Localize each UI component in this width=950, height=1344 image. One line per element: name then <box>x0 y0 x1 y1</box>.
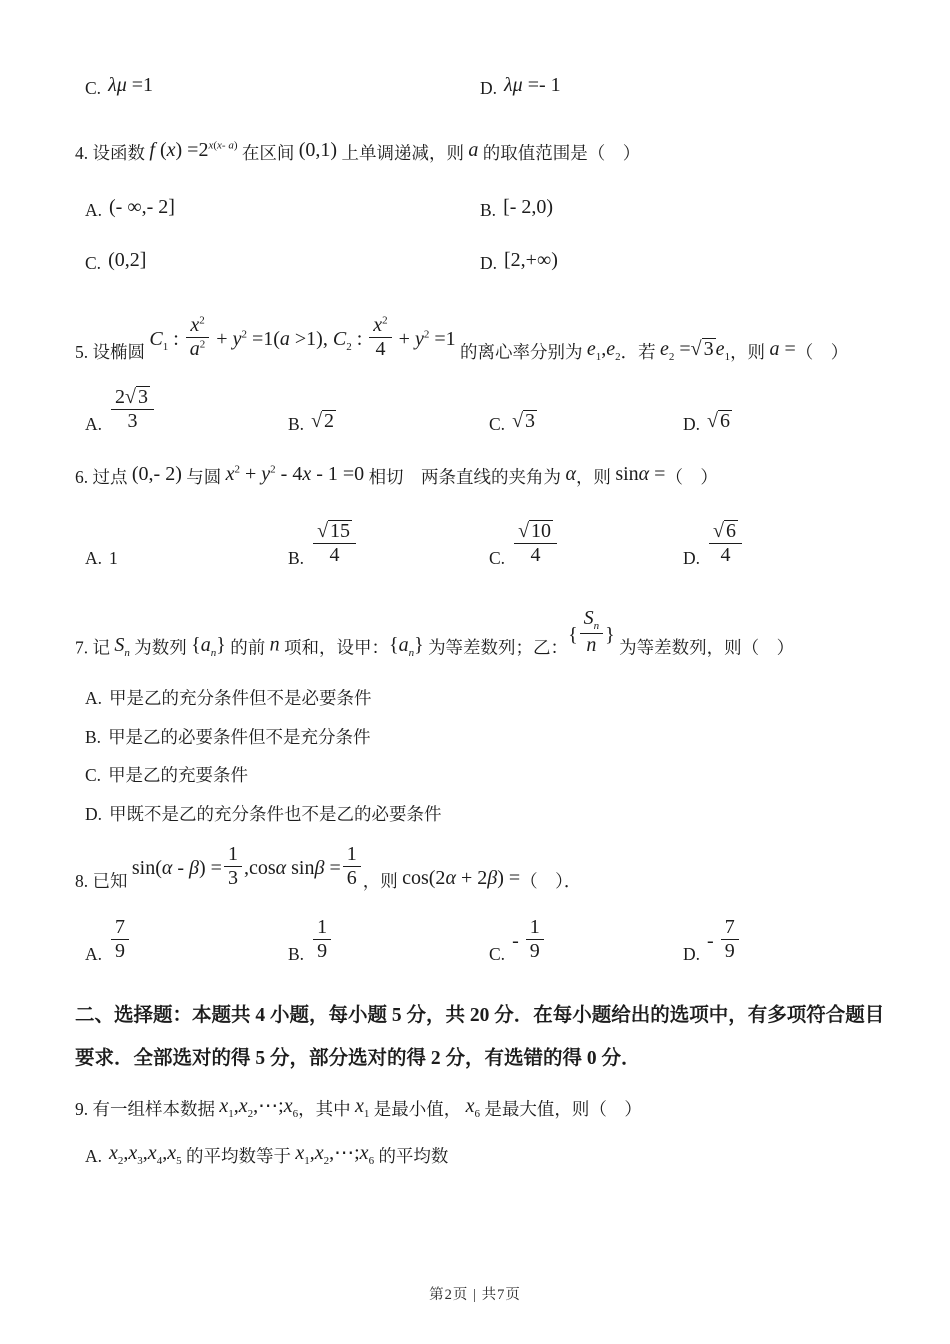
question-9-stem: 9. 有一组样本数据 $x_1,x_2,\cdots;x_6$，其中 $x_1$ 是最小值， $x_6$ 是最大值，则（ ） <box>75 1094 642 1120</box>
option-value: [- 2,0) <box>503 196 554 219</box>
option-value: 1 <box>109 548 118 568</box>
option-value: √ 6 <box>707 409 730 432</box>
option-label: B. <box>288 413 305 434</box>
question-5-stem: 5. 设椭圆 $C_1$ : $\frac{x^2}{a^2}$ + $y^2 =1(a >1)$, $C_2$ : $\frac{x^2}{4}$ + $y^2 =1$ 的离心率分别为 $e_1,e_2$．若 $e_2$ =√ 3 $e_1$，则 a =（ ） <box>75 314 849 364</box>
option-6-D <box>683 520 895 569</box>
page-footer: 第2页 | 共7页 <box>429 1287 521 1303</box>
option-5-A <box>85 386 288 435</box>
question-6-stem: 6. 过点 (0,- 2) 与圆 $x^2 + y^2 - 4x - 1 =0$ 相切 两条直线的夹角为 α，则 sinα =（ ） <box>75 462 718 487</box>
option-value: $\frac{√ 6}{4}$ <box>707 548 744 568</box>
option-value: λμ =1 <box>108 74 154 96</box>
question-6-options-row <box>85 520 895 569</box>
option-label: C. <box>489 413 506 434</box>
option-value: 甲既不是乙的充分条件也不是乙的必要条件 <box>109 804 442 825</box>
question-4-options-row-1 <box>85 196 895 221</box>
option-value: $\frac{2√ 3}{3}$ <box>109 414 156 434</box>
option-label: A. <box>85 200 103 221</box>
option-label: A. <box>85 1146 103 1167</box>
question-7-stem: 7. 记 $S_n$ 为数列 $\{a_n\}$ 的前 n 项和，设甲：$\{a_n\}$ 为等差数列；乙：{ $\frac{S_n}{n}$ } 为等差数列，则（ ） <box>75 607 795 659</box>
option-label: A. <box>85 548 103 568</box>
option-7-C <box>85 764 895 788</box>
option-6-B <box>288 520 489 569</box>
option-value: 甲是乙的必要条件但不是充分条件 <box>108 726 371 747</box>
option-label: A. <box>85 413 103 434</box>
option-value: $\frac{1}{9}$ <box>311 944 333 964</box>
option-label: D. <box>683 413 701 434</box>
option-5-B <box>288 410 489 435</box>
option-value: - $\frac{1}{9}$ <box>512 944 546 964</box>
option-label: B. <box>480 200 497 221</box>
option-label: D. <box>683 548 701 568</box>
option-value: $x_2,x_3,x_4,x_5$ 的平均数等于 $x_1,x_2,\cdots;x_6$ 的平均数 <box>109 1142 449 1168</box>
option-label: C. <box>85 765 102 786</box>
option-label: A. <box>85 688 103 709</box>
option-4-D <box>480 249 895 274</box>
option-6-A <box>85 548 288 569</box>
option-value: 甲是乙的充分条件但不是必要条件 <box>109 688 372 709</box>
option-label: A. <box>85 943 103 964</box>
option-label: D. <box>480 253 498 274</box>
option-value: $\frac{√ 10}{4}$ <box>512 548 559 568</box>
option-label: B. <box>85 726 102 747</box>
question-5-options-row <box>85 386 895 435</box>
option-label: B. <box>288 943 305 964</box>
question-8-options-row <box>85 916 895 965</box>
option-7-D <box>85 803 895 827</box>
option-4-C <box>85 249 480 274</box>
question-8-stem: 8. 已知 sin(α - β) = $\frac{1}{3}$ ,cosα sinβ = $\frac{1}{6}$ ，则 cos(2α + 2β) =（ ）． <box>75 842 582 891</box>
option-value: [2,+∞) <box>504 249 558 272</box>
question-4-stem: 4. 设函数 f $(x) =2^{x(x- a)}$ 在区间 (0,1) 上单调递减，则 a 的取值范围是（ ） <box>75 139 641 163</box>
option-value: √ 3 <box>512 409 536 432</box>
option-value: λμ =- 1 <box>504 74 561 96</box>
option-label: D. <box>683 943 701 964</box>
option-3-C <box>85 74 480 99</box>
page-content <box>0 74 950 1169</box>
option-label: C. <box>489 548 506 568</box>
option-value: (0,2] <box>108 249 147 272</box>
option-label: C. <box>85 253 102 274</box>
option-8-C <box>489 916 683 965</box>
option-value: - $\frac{7}{9}$ <box>707 944 741 964</box>
option-label: C. <box>489 943 506 964</box>
section-2-heading: 二、选择题：本题共 4 小题，每小题 5 分，共 20 分．在每小题给出的选项中，有多项符合题目要求．全部选对的得 5 分，部分选对的得 2 分，有选错的得 0 分． <box>75 1004 885 1069</box>
option-8-D <box>683 916 895 965</box>
option-7-B <box>85 726 895 750</box>
option-value: $\frac{7}{9}$ <box>109 944 131 964</box>
option-value: $\frac{√ 15}{4}$ <box>311 548 358 568</box>
option-label: B. <box>288 548 305 568</box>
option-8-A <box>85 916 288 965</box>
option-label: C. <box>85 78 102 98</box>
option-value: √ 2 <box>311 409 335 432</box>
option-7-A <box>85 687 895 711</box>
option-5-C <box>489 410 683 435</box>
option-label: D. <box>480 78 498 98</box>
question-4-options-row-2 <box>85 249 895 274</box>
option-4-B <box>480 196 895 221</box>
question-3-options-row <box>85 74 895 99</box>
option-value: 甲是乙的充要条件 <box>108 765 249 786</box>
option-9-A <box>85 1140 895 1169</box>
option-8-B <box>288 916 489 965</box>
option-value: (- ∞,- 2] <box>109 196 175 219</box>
option-6-C <box>489 520 683 569</box>
option-5-D <box>683 410 895 435</box>
option-3-D <box>480 74 895 99</box>
option-label: D. <box>85 804 103 825</box>
option-4-A <box>85 196 480 221</box>
